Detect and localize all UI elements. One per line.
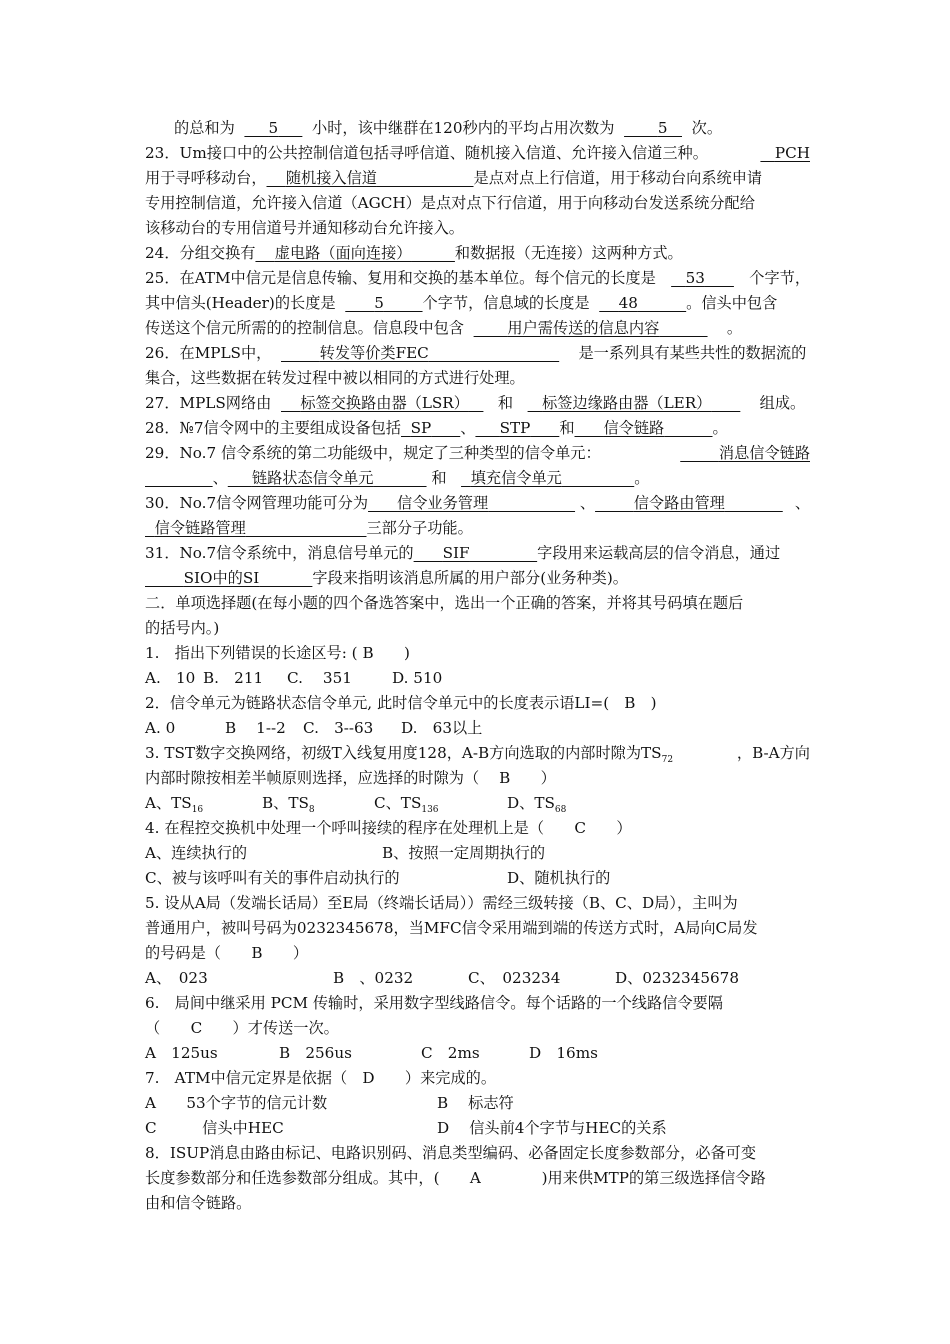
text-line: 30．No.7信令网管理功能可分为 信令业务管理 、 信令路由管理 、 (145, 494, 810, 512)
text-line: 内部时隙按相差半帧原则选择，应选择的时隙为（ B ） (145, 769, 556, 787)
answer-blank: 转发等价类FEC (319, 344, 429, 362)
text-line: 由和信令链路。 (145, 1194, 252, 1212)
answer-blank: 5 (657, 119, 668, 137)
options-7b: C 信头中HEC D 信头前4个字节与HEC的关系 (145, 1119, 667, 1137)
question-6: 6. 局间中继采用 PCM 传输时，采用数字型线路信令。每个话路的一个线路信令要隔 (145, 994, 723, 1012)
answer-blank: SP (410, 419, 432, 437)
answer-blank: STP (499, 419, 531, 437)
text-line: 、 链路状态信令单元 和 填充信令单元 。 (145, 466, 810, 491)
answer-blank: SIO中的SI (183, 569, 260, 587)
options-6: A 125us B 256us C 2ms D 16ms (145, 1044, 598, 1062)
text-line: SIO中的SI 字段来指明该消息所属的用户部分(业务种类)。 (145, 566, 810, 591)
answer-blank: 信令业务管理 (397, 494, 489, 512)
answer-blank (145, 469, 213, 487)
text-line (145, 166, 810, 191)
answer-blank: 随机接入信道 (285, 169, 377, 187)
document-page (145, 116, 810, 1216)
text-line: 26．在MPLS中， 转发等价类FEC 是一系列具有某些共性的数据流的 (145, 344, 807, 362)
text-line: 27．MPLS网络由 标签交换路由器（LSR） 和 标签边缘路由器（LER） 组成。 (145, 394, 806, 412)
answer-blank: 标签交换路由器（LSR） (300, 394, 469, 412)
text-line: 29．No.7 信令系统的第二功能级中，规定了三种类型的信令单元： 消息信令链路 (145, 441, 810, 466)
section-heading: 二．单项选择题(在每小题的四个备选答案中，选出一个正确的答案，并将其号码填在题后 (145, 594, 744, 612)
text: 是点对点上行信道，用于移动台向系统申请 (473, 169, 763, 187)
text-line: 传送这个信元所需的的控制信息。信息段中包含 用户需传送的信息内容 。 (145, 319, 743, 337)
options-7a: A 53个字节的信元计数 B 标志符 (145, 1094, 514, 1112)
question-7: 7. ATM中信元定界是依据（ D ）来完成的。 (145, 1069, 497, 1087)
text-line (145, 141, 810, 166)
text-line: 31．No.7信令系统中，消息信号单元的 SIF 字段用来运载高层的信令消息，通过 (145, 544, 781, 562)
answer-blank: 用户需传送的信息内容 (507, 319, 660, 337)
answer-blank: PCH (774, 144, 810, 162)
text: 的总和为 (174, 119, 235, 137)
answer-blank: 虚电路（面向连接） (274, 244, 412, 262)
question-1: 1. 指出下列错误的长途区号: ( B ) (145, 644, 410, 662)
answer-blank: 5 (374, 294, 384, 312)
answer-blank: 消息信令链路 (718, 444, 810, 462)
answer-blank: SIF (442, 544, 470, 562)
text-line: 长度参数部分和任选参数部分组成。其中，( A )用来供MTP的第三级选择信令路 (145, 1169, 766, 1187)
question-3: 3. TST数字交换网络，初级T入线复用度128，A-B方向选取的内部时隙为$TS_{72}$ ，B-A方向 (145, 744, 810, 765)
text-line: （ C ）才传送一次。 (145, 1019, 339, 1037)
text-line: 专用控制信道，允许接入信道（AGCH）是点对点下行信道，用于向移动台发送系统分配给 (145, 194, 755, 212)
question-2: 2．信令单元为链路状态信令单元, 此时信令单元中的长度表示语LI=( B ) (145, 694, 657, 712)
text-line: 集合，这些数据在转发过程中被以相同的方式进行处理。 (145, 369, 525, 387)
options-4b: C、被与该呼叫有关的事件启动执行的 D、随机执行的 (145, 869, 611, 887)
text-line: 24．分组交换有 虚电路（面向连接） 和数据报（无连接）这两种方式。 (145, 244, 683, 262)
answer-blank: 48 (618, 294, 638, 312)
text: 小时，该中继群在120秒内的平均占用次数为 (312, 119, 615, 137)
options-2: A. 0 B 1--2 C. 3--63 D. 63以上 (145, 719, 483, 737)
text-line: 普通用户，被叫号码为0232345678，当MFC信令采用端到端的传送方式时，A局向C局发 (145, 919, 758, 937)
text-line (145, 116, 810, 141)
text: 23．Um接口中的公共控制信道包括寻呼信道、随机接入信道、允许接入信道三种。 (145, 144, 708, 162)
text-line: 28．№7信令网中的主要组成设备包括 SP 、 STP 和 信令链路 。 (145, 419, 728, 437)
question-4: 4. 在程控交换机中处理一个呼叫接续的程序在处理机上是（ C ） (145, 819, 632, 837)
options-5: A、 023 B 、0232 C、 023234 D、0232345678 (145, 969, 739, 987)
options-1: A. 10 B. 211 C. 351 D. 510 (145, 669, 443, 687)
text: 用于寻呼移动台， (145, 169, 267, 187)
text-line: 的括号内。) (145, 619, 220, 637)
question-8: 8．ISUP消息由路由标记、电路识别码、消息类型编码、必备固定长度参数部分，必备可变 (145, 1144, 757, 1162)
text-line: 的号码是（ B ） (145, 944, 309, 962)
text-line: 信令链路管理 三部分子功能。 (145, 516, 810, 541)
text-line: 该移动台的专用信道号并通知移动台允许接入。 (145, 219, 464, 237)
answer-blank: 标签边缘路由器（LER） (542, 394, 712, 412)
answer-blank: 信令路由管理 (633, 494, 725, 512)
text-line: 25．在ATM中信元是信息传输、复用和交换的基本单位。每个信元的长度是 53 个字节， (145, 266, 810, 291)
answer-blank: 链路状态信令单元 (251, 469, 374, 487)
answer-blank: 信令链路管理 (154, 519, 246, 537)
text-line: 其中信头(Header)的长度是 5 个字节，信息域的长度是 48 。信头中包含 (145, 294, 778, 312)
text: 次。 (691, 119, 723, 137)
options-3: A、$TS_{16}$ B、$TS_8$ C、$TS_{136}$ D、$TS_{68}$ (145, 794, 567, 815)
answer-blank: 53 (685, 269, 705, 287)
answer-blank: 5 (268, 119, 279, 137)
options-4a: A、连续执行的 B、按照一定周期执行的 (145, 844, 546, 862)
question-5: 5. 设从A局（发端长话局）至E局（终端长话局））需经三级转接（B、C、D局），主叫为 (145, 894, 738, 912)
answer-blank: 填充信令单元 (470, 469, 562, 487)
answer-blank: 信令链路 (603, 419, 665, 437)
